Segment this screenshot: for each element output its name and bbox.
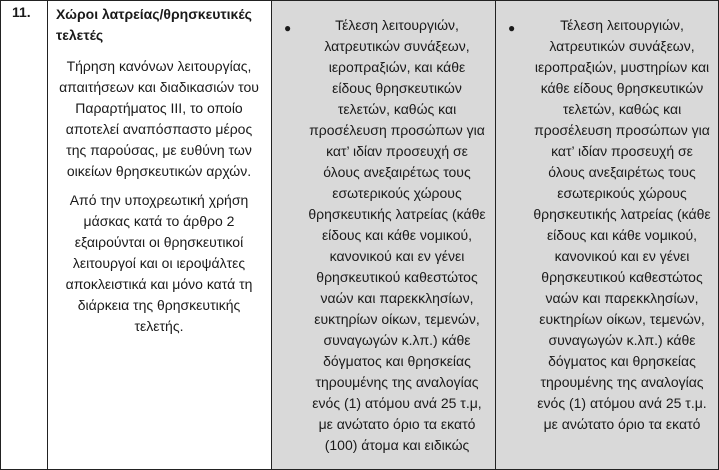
description-cell bbox=[48, 0, 271, 470]
column-divider-2 bbox=[271, 0, 272, 470]
measures-cell-1 bbox=[272, 0, 495, 470]
description-paragraph-2: Από την υποχρεωτική χρήση μάσκας κατά το άρθρο 2 εξαιρούνται οι θρησκευτικοί λειτουργοί και οι ιεροψάλτες αποκλειστικά και μόνο κατά τη διάρκεια της θρησκευτικής τελετής. bbox=[65, 192, 253, 334]
bullet-icon: ● bbox=[284, 21, 292, 35]
table-border-left bbox=[0, 0, 1, 470]
column-divider-3 bbox=[495, 0, 496, 470]
row-number: 11. bbox=[12, 4, 31, 20]
measures-text-1: Τέλεση λειτουργιών, λατρευτικών συνάξεων, ιεροπραξιών, και κάθε είδους θρησκευτικών τελετών, καθώς και προσέλευση προσώπων για κατ’ ιδίαν προσευχή σε όλους ανεξαιρέτως τους εσωτερικούς χώρους θρησκευτικής λατρείας (κάθε είδους και κάθε νομικού, κανονικού και εν γένει θρησκευτικού καθεστώτος ναών και παρεκκλησίων, ευκτηρίων οίκων, τεμενών, συναγωγών κ.λπ.) κάθε δόγματος και θρησκείας τηρουμένης της αναλογίας ενός (1) ατόμου ανά 25 τ.μ, με ανώτατο όριο τα εκατό (100) άτομα και ειδικώς bbox=[308, 17, 486, 453]
column-divider-1 bbox=[47, 0, 48, 470]
row-title: Χώροι λατρείας/θρησκευτικές τελετές bbox=[56, 6, 252, 43]
description-paragraph-1: Τήρηση κανόνων λειτουργίας, απαιτήσεων και διαδικασιών του Παραρτήματος ΙΙΙ, το οποίο αποτελεί αναπόσπαστο μέρος της παρούσας, με ευθύνη των οικείων θρησκευτικών αρχών. bbox=[59, 58, 259, 179]
measures-cell-2 bbox=[496, 0, 718, 470]
measures-text-2: Τέλεση λειτουργιών, λατρευτικών συνάξεων, ιεροπραξιών, μυστηρίων και κάθε είδους θρησκευτικών τελετών, καθώς και προσέλευση προσώπων για κατ’ ιδίαν προσευχή σε όλους ανεξαιρέτως τους εσωτερικούς χώρους θρησκευτικής λατρείας (κάθε είδους και κάθε νομικού, κανονικού και εν γένει θρησκευτικού καθεστώτος ναών και παρεκκλησίων, ευκτηρίων οίκων, τεμενών, συναγωγών κ.λπ.) κάθε δόγματος και θρησκείας τηρουμένης της αναλογίας ενός (1) ατόμου ανά 25 τ.μ. με ανώτατο όριο τα εκατό bbox=[533, 17, 711, 432]
row-number-cell bbox=[1, 0, 47, 470]
bullet-icon: ● bbox=[508, 21, 516, 35]
table-border-top bbox=[0, 0, 719, 1]
